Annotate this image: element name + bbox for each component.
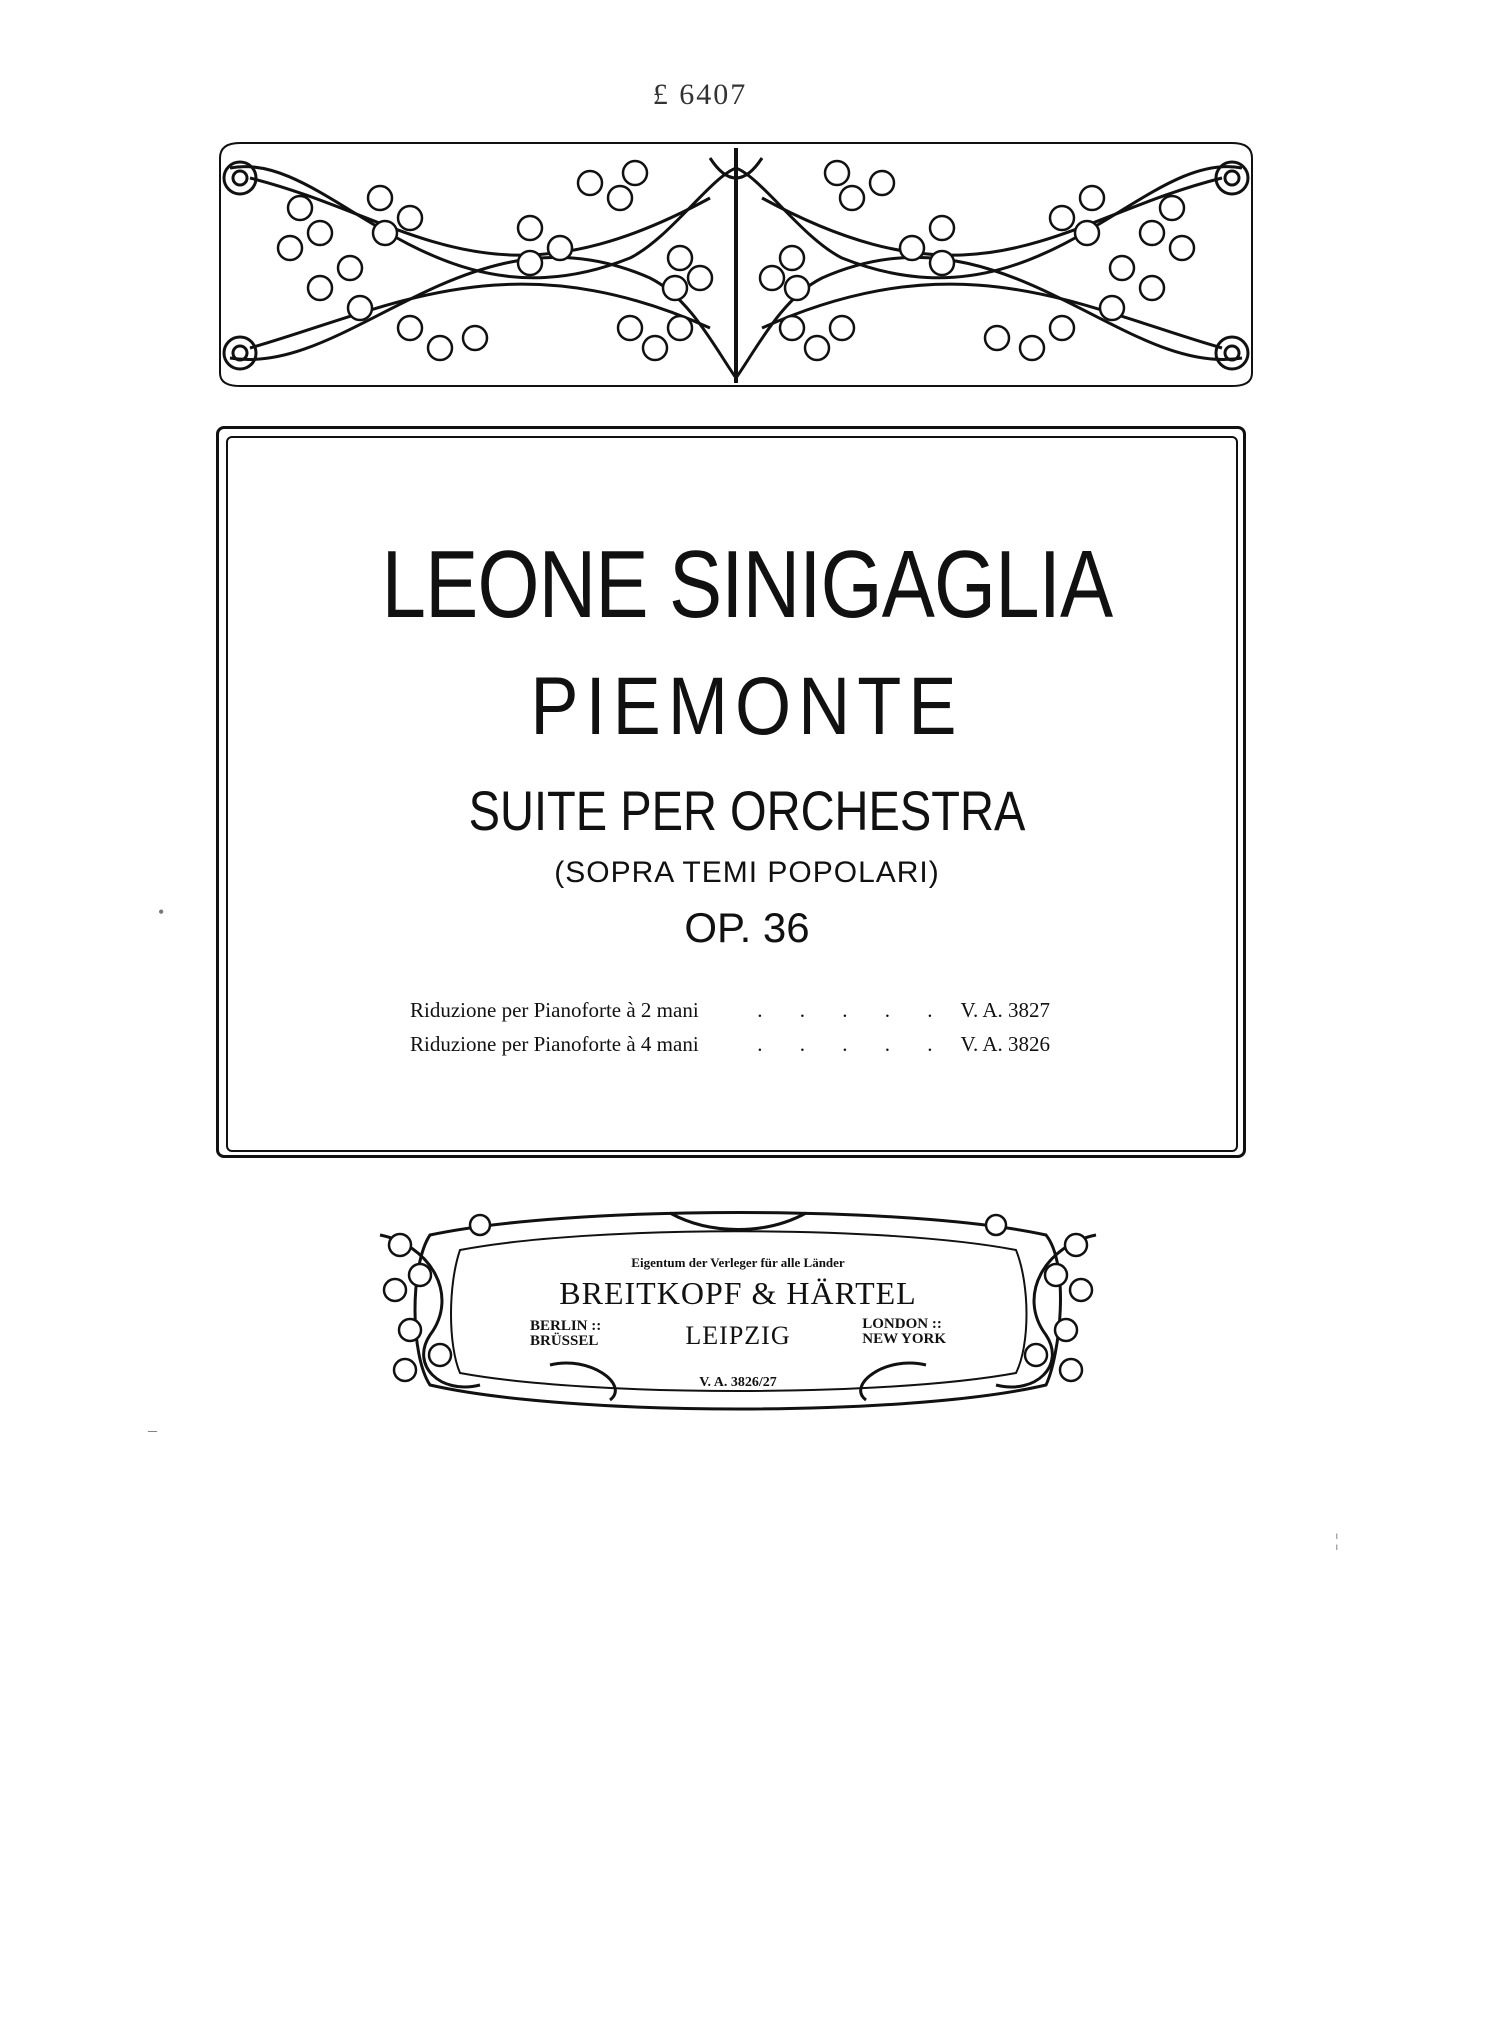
work-subtitle: SUITE PER ORCHESTRA <box>468 779 1026 842</box>
scan-speck: ¦ <box>1335 1530 1339 1550</box>
opus-number: OP. 36 <box>684 904 810 951</box>
publisher-box <box>490 1255 986 1405</box>
reduction-label: Riduzione per Pianoforte à 4 mani <box>410 1032 699 1056</box>
city-bruessel: BRÜSSEL <box>530 1333 599 1349</box>
reduction-number: V. A. 3826 <box>960 1032 1050 1056</box>
scan-speck: • <box>158 902 165 922</box>
scan-speck: – <box>148 1420 157 1440</box>
publisher-name: BREITKOPF & HÄRTEL <box>559 1275 917 1311</box>
themes-note: (SOPRA TEMI POPOLARI) <box>554 856 940 889</box>
reduction-entry <box>410 998 1050 1023</box>
top-ornament <box>210 138 1262 390</box>
reduction-number: V. A. 3827 <box>960 998 1050 1022</box>
reduction-dots: . . . . . <box>757 998 949 1022</box>
city-berlin: BERLIN :: <box>530 1318 602 1334</box>
city-leipzig: LEIPZIG <box>685 1321 791 1350</box>
work-title: PIEMONTE <box>530 661 964 752</box>
composer-name: LEONE SINIGAGLIA <box>381 531 1113 638</box>
cities-right <box>862 1317 946 1347</box>
reduction-entry <box>410 1032 1050 1057</box>
city-new-york: NEW YORK <box>862 1331 946 1347</box>
shelfmark: £ 6407 <box>652 78 748 111</box>
reduction-dots: . . . . . <box>757 1032 949 1056</box>
rights-notice: Eigentum der Verleger für alle Länder <box>631 1255 845 1270</box>
plate-number: V. A. 3826/27 <box>699 1375 777 1390</box>
reduction-label: Riduzione per Pianoforte à 2 mani <box>410 998 699 1022</box>
city-london: LONDON :: <box>862 1316 942 1332</box>
